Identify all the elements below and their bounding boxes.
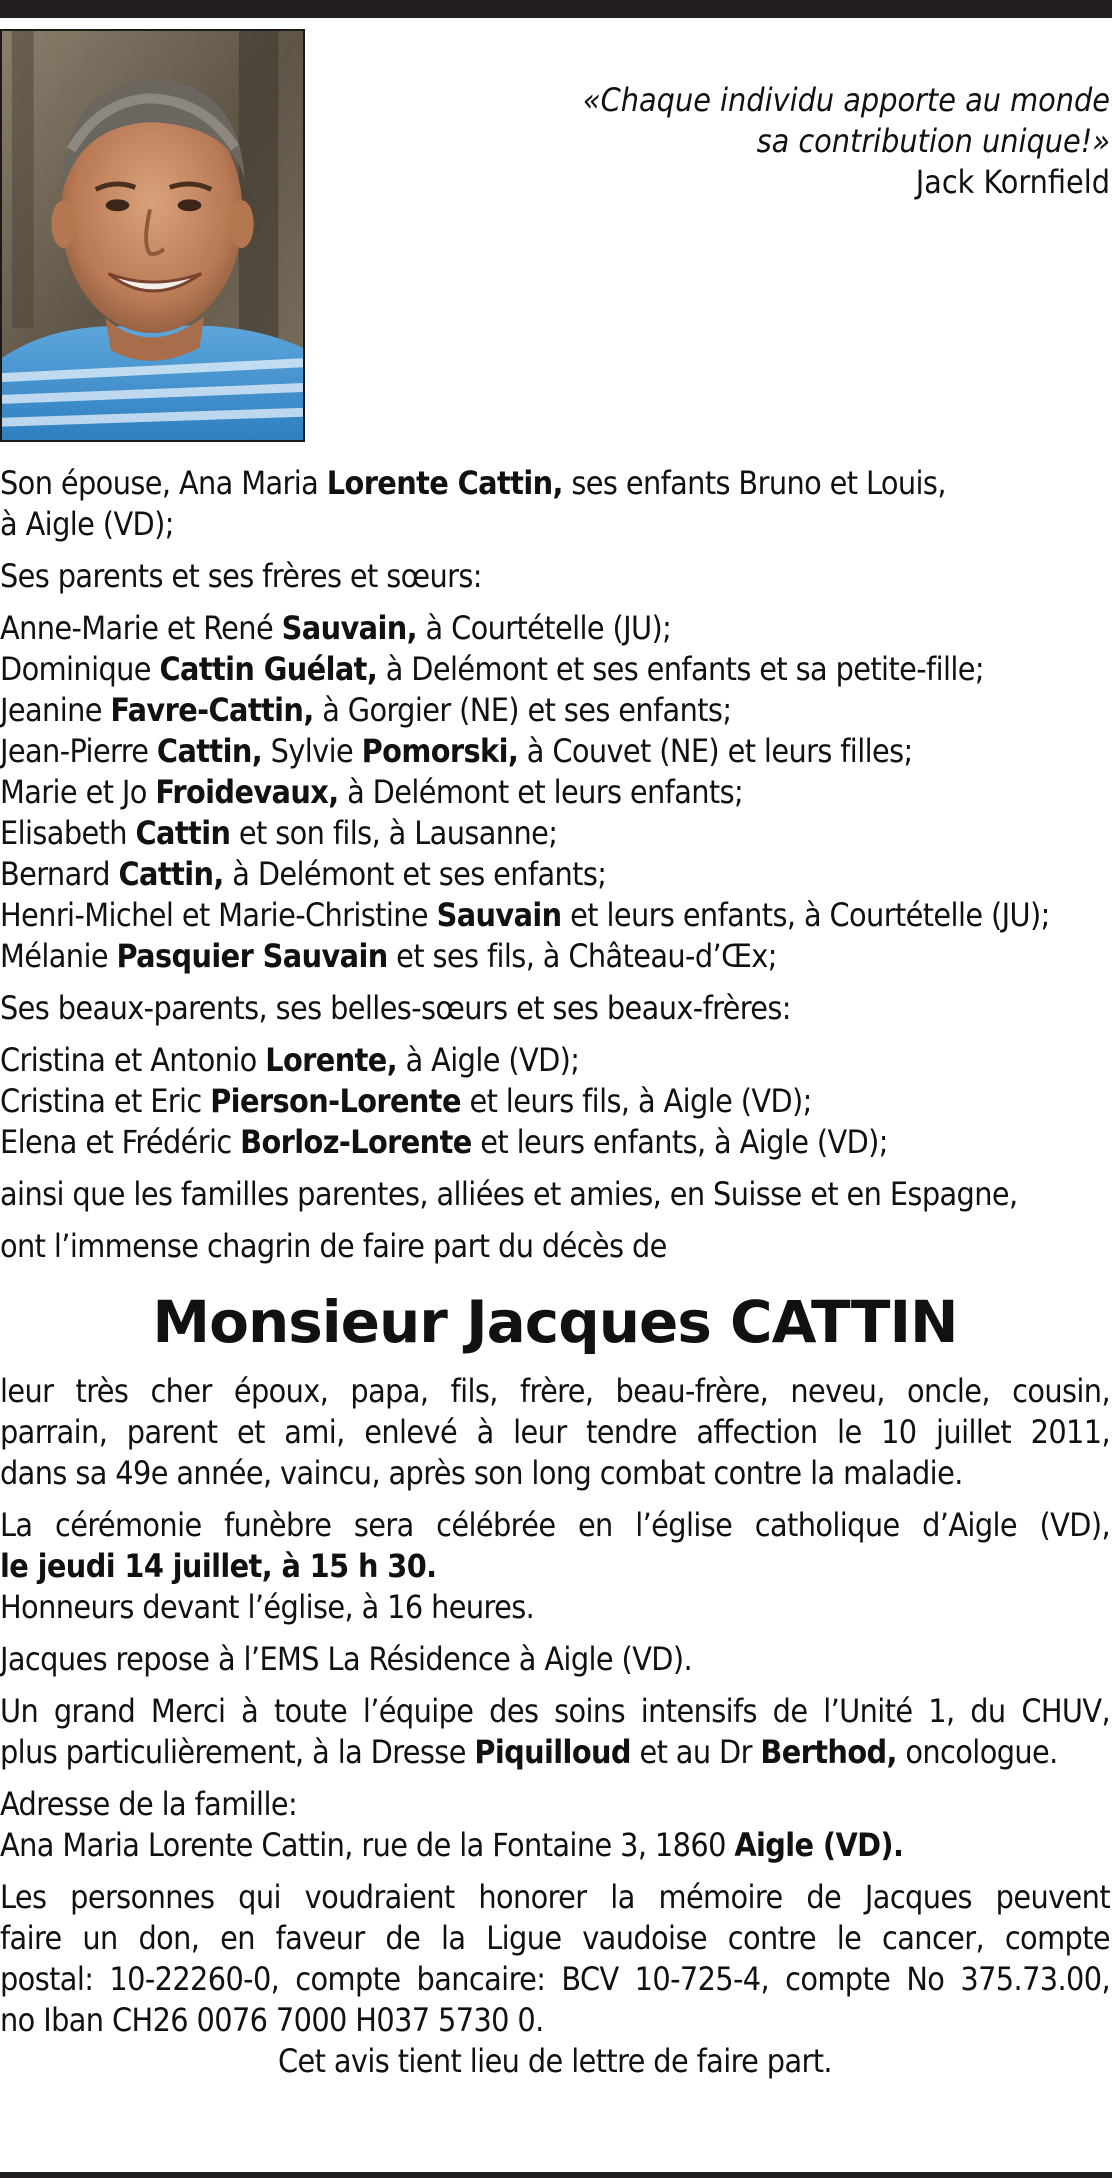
donation-paragraph <box>0 1877 1110 2041</box>
sibling-entry: Bernard Cattin, à Delémont et ses enfants; <box>0 855 607 893</box>
obituary-body <box>0 463 1110 2082</box>
resting-place: Jacques repose à l’EMS La Résidence à Aigle (VD). <box>0 1640 693 1678</box>
sibling-entry: Jean-Pierre Cattin, Sylvie Pomorski, à Couvet (NE) et leurs filles; <box>0 732 913 770</box>
closing-note: Cet avis tient lieu de lettre de faire part. <box>278 2042 832 2080</box>
honors-line: Honneurs devant l’église, à 16 heures. <box>0 1588 535 1626</box>
sibling-entry: Anne-Marie et René Sauvain, à Courtételle (JU); <box>0 609 672 647</box>
inlaws-heading: Ses beaux-parents, ses belles-sœurs et ses beaux-frères: <box>0 989 791 1027</box>
bottom-border-bar <box>0 2172 1112 2178</box>
quote-author: Jack Kornfield <box>915 163 1110 201</box>
thanks-paragraph <box>0 1691 1110 1773</box>
siblings-list <box>0 608 1110 977</box>
thanks-line: Un grand Merci à toute l’équipe des soins intensifs de l’Unité 1, du CHUV, <box>0 1692 1110 1730</box>
portrait-photo <box>0 29 305 442</box>
inlaw-entry: Cristina et Eric Pierson-Lorente et leurs fils, à Aigle (VD); <box>0 1082 812 1120</box>
family-address <box>0 1784 1110 1866</box>
sibling-entry: Marie et Jo Froidevaux, à Delémont et leurs enfants; <box>0 773 744 811</box>
text-segment: Son épouse, Ana Maria <box>0 464 327 502</box>
tribute-line: dans sa 49e année, vaincu, après son long combat contre la maladie. <box>0 1454 963 1492</box>
sibling-entry: Jeanine Favre-Cattin, à Gorgier (NE) et ses enfants; <box>0 691 732 729</box>
sibling-entry: Mélanie Pasquier Sauvain et ses fils, à Château-d’Œx; <box>0 937 777 975</box>
inlaw-entry: Elena et Frédéric Borloz-Lorente et leurs enfants, à Aigle (VD); <box>0 1123 888 1161</box>
quote-line-2: sa contribution unique!» <box>756 122 1110 160</box>
donation-line: postal: 10-22260-0, compte bancaire: BCV 10-725-4, compte No 375.73.00, <box>0 1960 1110 1998</box>
donation-line: faire un don, en faveur de la Ligue vaudoise contre le cancer, compte <box>0 1919 1110 1957</box>
address-heading: Adresse de la famille: <box>0 1785 298 1823</box>
tribute-line: parrain, parent et ami, enlevé à leur tendre affection le 10 juillet 2011, <box>0 1413 1110 1451</box>
tribute-paragraph <box>0 1371 1110 1494</box>
quote-line-1: «Chaque individu apporte au monde <box>582 81 1110 119</box>
address-line: Ana Maria Lorente Cattin, rue de la Fontaine 3, 1860 Aigle (VD). <box>0 1826 904 1864</box>
donation-line: Les personnes qui voudraient honorer la mémoire de Jacques peuvent <box>0 1878 1110 1916</box>
ceremony-paragraph <box>0 1505 1110 1628</box>
text-segment: ses enfants Bruno et Louis, <box>562 464 946 502</box>
spouse-location: à Aigle (VD); <box>0 505 174 543</box>
spouse-name: Lorente Cattin, <box>326 464 563 502</box>
ceremony-line: La cérémonie funèbre sera célébrée en l’église catholique d’Aigle (VD), <box>0 1506 1110 1544</box>
parents-heading: Ses parents et ses frères et sœurs: <box>0 557 482 595</box>
epigraph-quote <box>583 80 1110 203</box>
announcement-line: ont l’immense chagrin de faire part du décès de <box>0 1227 667 1265</box>
sibling-entry: Elisabeth Cattin et son fils, à Lausanne; <box>0 814 558 852</box>
ceremony-datetime: le jeudi 14 juillet, à 15 h 30. <box>0 1547 437 1585</box>
top-border-bar <box>0 0 1112 18</box>
sibling-entry: Henri-Michel et Marie-Christine Sauvain et leurs enfants, à Courtételle (JU); <box>0 896 1050 934</box>
extended-families: ainsi que les familles parentes, alliées et amies, en Suisse et en Espagne, <box>0 1175 1018 1213</box>
inlaws-list <box>0 1040 1110 1163</box>
sibling-entry: Dominique Cattin Guélat, à Delémont et ses enfants et sa petite-fille; <box>0 650 984 688</box>
portrait-image <box>2 31 303 440</box>
inlaw-entry: Cristina et Antonio Lorente, à Aigle (VD); <box>0 1041 580 1079</box>
spouse-paragraph <box>0 463 1110 545</box>
deceased-name: Monsieur Jacques CATTIN <box>152 1288 958 1356</box>
donation-line: no Iban CH26 0076 7000 H037 5730 0. <box>0 2001 544 2039</box>
thanks-line: plus particulièrement, à la Dresse Piquilloud et au Dr Berthod, oncologue. <box>0 1733 1058 1771</box>
tribute-line: leur très cher époux, papa, fils, frère, beau-frère, neveu, oncle, cousin, <box>0 1372 1110 1410</box>
